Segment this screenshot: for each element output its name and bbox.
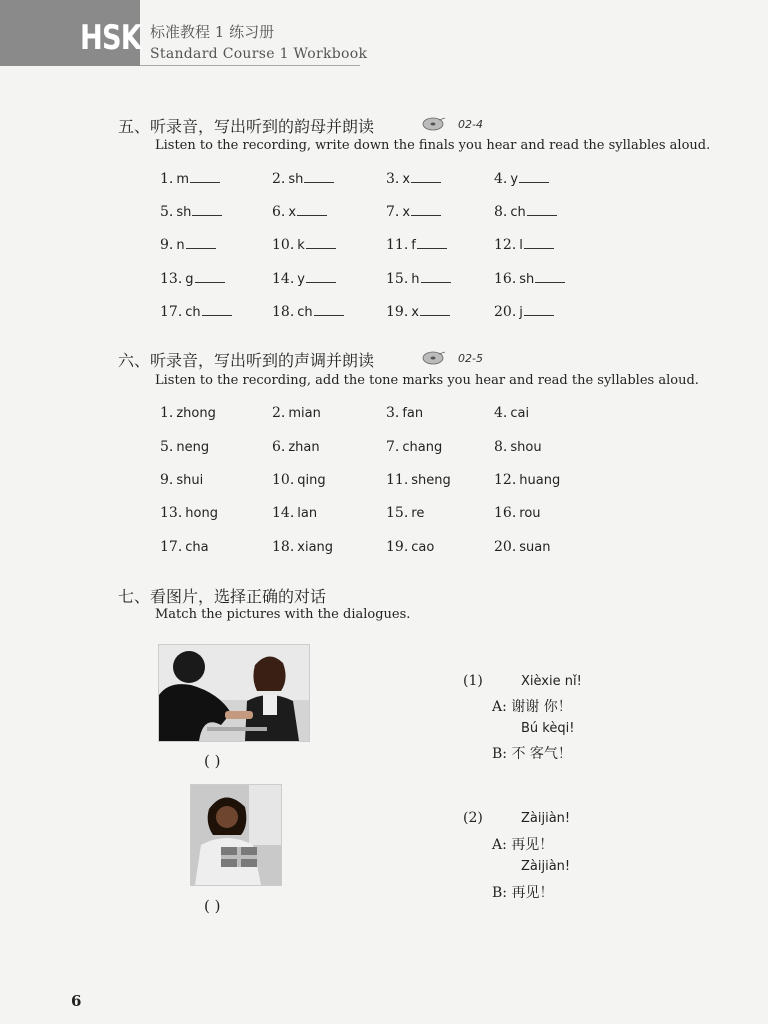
track-number: 02-4 xyxy=(458,118,483,131)
tone-exercise-item xyxy=(386,472,451,488)
tone-exercise-item xyxy=(494,472,560,488)
audio-cd-icon[interactable] xyxy=(422,117,446,131)
final-exercise-item[interactable] xyxy=(272,304,344,320)
initial-consonant: f xyxy=(411,238,416,253)
syllable: re xyxy=(411,506,425,521)
item-number: 5. xyxy=(160,439,174,455)
tone-exercise-item xyxy=(160,405,216,421)
tone-exercise-item xyxy=(160,505,218,521)
final-exercise-item[interactable] xyxy=(160,237,216,253)
initial-consonant: ch xyxy=(297,305,313,320)
section5-instruction: Listen to the recording, write down the finals you hear and read the syllables aloud. xyxy=(155,138,711,153)
tone-exercise-item xyxy=(272,439,320,455)
initial-consonant: sh xyxy=(519,272,535,287)
syllable: xiang xyxy=(297,540,334,555)
header-rule xyxy=(140,65,360,66)
dialogue-2-line-b: B: 再见！ xyxy=(492,885,554,901)
item-number: 10. xyxy=(272,472,295,488)
item-number: 3. xyxy=(386,405,400,421)
final-exercise-item[interactable] xyxy=(272,204,327,220)
item-number: 1. xyxy=(160,405,174,421)
final-exercise-item[interactable] xyxy=(494,204,557,220)
syllable: suan xyxy=(519,540,551,555)
item-number: 5. xyxy=(160,204,174,220)
answer-blank[interactable] xyxy=(519,181,549,183)
item-number: 18. xyxy=(272,304,295,320)
tone-exercise-item xyxy=(272,539,333,555)
dialogue-1-line-a: A: 谢谢 你！ xyxy=(492,699,572,715)
final-exercise-item[interactable] xyxy=(494,304,554,320)
syllable: zhan xyxy=(288,440,320,455)
initial-consonant: ch xyxy=(510,205,526,220)
item-number: 7. xyxy=(386,439,400,455)
answer-blank[interactable] xyxy=(195,281,225,283)
answer-blank[interactable] xyxy=(306,247,336,249)
answer-blank[interactable] xyxy=(297,214,327,216)
syllable: mian xyxy=(288,406,321,421)
hsk-logo: HSK xyxy=(80,18,142,58)
syllable: shui xyxy=(176,473,204,488)
item-number: 10. xyxy=(272,237,295,253)
final-exercise-item[interactable] xyxy=(160,271,225,287)
syllable: cai xyxy=(510,406,530,421)
item-number: 3. xyxy=(386,171,400,187)
item-number: 2. xyxy=(272,405,286,421)
item-number: 14. xyxy=(272,271,295,287)
item-number: 11. xyxy=(386,237,409,253)
dialogue-1-pinyin-a: Xièxie nǐ! xyxy=(521,674,582,689)
syllable: qing xyxy=(297,473,326,488)
answer-blank[interactable] xyxy=(420,314,450,316)
final-exercise-item[interactable] xyxy=(494,171,549,187)
initial-consonant: l xyxy=(519,238,523,253)
book-title-cn: 标准教程 1 练习册 xyxy=(150,23,275,41)
initial-consonant: n xyxy=(176,238,185,253)
initial-consonant: sh xyxy=(288,172,304,187)
answer-blank[interactable] xyxy=(524,314,554,316)
final-exercise-item[interactable] xyxy=(160,304,232,320)
syllable: shou xyxy=(510,440,542,455)
audio-cd-icon[interactable] xyxy=(422,351,446,365)
item-number: 1. xyxy=(160,171,174,187)
syllable: zhong xyxy=(176,406,216,421)
dialogue-1-pinyin-b: Bú kèqi! xyxy=(521,721,575,736)
final-exercise-item[interactable] xyxy=(494,237,554,253)
initial-consonant: x xyxy=(402,172,411,187)
item-number: 15. xyxy=(386,271,409,287)
syllable: hong xyxy=(185,506,218,521)
section5-title: 五、听录音，写出听到的韵母并朗读 xyxy=(118,117,375,136)
answer-box-2[interactable]: ( ) xyxy=(204,897,221,915)
item-number: 9. xyxy=(160,472,174,488)
answer-blank[interactable] xyxy=(314,314,344,316)
syllable: cha xyxy=(185,540,209,555)
item-number: 6. xyxy=(272,439,286,455)
item-number: 12. xyxy=(494,237,517,253)
item-number: 13. xyxy=(160,505,183,521)
tone-exercise-item xyxy=(160,539,209,555)
syllable: neng xyxy=(176,440,210,455)
tone-exercise-item xyxy=(272,405,321,421)
answer-blank[interactable] xyxy=(417,247,447,249)
final-exercise-item[interactable] xyxy=(494,271,565,287)
syllable: huang xyxy=(519,473,561,488)
tone-exercise-item xyxy=(494,539,550,555)
section7-title: 七、看图片，选择正确的对话 xyxy=(118,587,327,606)
initial-consonant: ch xyxy=(185,305,201,320)
item-number: 14. xyxy=(272,505,295,521)
dialogue-2-line-a: A: 再见！ xyxy=(492,837,554,853)
item-number: 19. xyxy=(386,539,409,555)
item-number: 19. xyxy=(386,304,409,320)
answer-blank[interactable] xyxy=(202,314,232,316)
syllable: rou xyxy=(519,506,541,521)
item-number: 17. xyxy=(160,304,183,320)
answer-blank[interactable] xyxy=(524,247,554,249)
tone-exercise-item xyxy=(494,505,541,521)
item-number: 12. xyxy=(494,472,517,488)
initial-consonant: h xyxy=(411,272,420,287)
answer-blank[interactable] xyxy=(306,281,336,283)
answer-blank[interactable] xyxy=(186,247,216,249)
tone-exercise-item xyxy=(386,439,442,455)
tone-exercise-item xyxy=(494,439,542,455)
photo-gift xyxy=(190,784,282,886)
final-exercise-item[interactable] xyxy=(272,171,334,187)
tone-exercise-item xyxy=(272,505,317,521)
initial-consonant: k xyxy=(297,238,305,253)
section6-title: 六、听录音，写出听到的声调并朗读 xyxy=(118,351,375,370)
final-exercise-item[interactable] xyxy=(386,304,450,320)
dialogue-2-pinyin-b: Zàijiàn! xyxy=(521,859,571,874)
item-number: 13. xyxy=(160,271,183,287)
initial-consonant: y xyxy=(510,172,519,187)
final-exercise-item[interactable] xyxy=(386,237,447,253)
answer-blank[interactable] xyxy=(411,214,441,216)
final-exercise-item[interactable] xyxy=(386,171,441,187)
initial-consonant: x xyxy=(288,205,297,220)
photo-handshake xyxy=(158,644,310,742)
item-number: 17. xyxy=(160,539,183,555)
dialogue-1-line-b: B: 不 客气！ xyxy=(492,746,572,762)
item-number: 11. xyxy=(386,472,409,488)
track-number: 02-5 xyxy=(458,352,483,365)
item-number: 20. xyxy=(494,304,517,320)
item-number: 2. xyxy=(272,171,286,187)
final-exercise-item[interactable] xyxy=(160,204,222,220)
item-number: 16. xyxy=(494,271,517,287)
tone-exercise-item xyxy=(386,505,424,521)
final-exercise-item[interactable] xyxy=(386,271,451,287)
syllable: cao xyxy=(411,540,435,555)
answer-blank[interactable] xyxy=(411,181,441,183)
page-number: 6 xyxy=(71,992,82,1010)
item-number: 4. xyxy=(494,171,508,187)
initial-consonant: g xyxy=(185,272,194,287)
initial-consonant: sh xyxy=(176,205,192,220)
final-exercise-item[interactable] xyxy=(160,171,220,187)
answer-blank[interactable] xyxy=(192,214,222,216)
initial-consonant: m xyxy=(176,172,190,187)
item-number: 8. xyxy=(494,204,508,220)
tone-exercise-item xyxy=(494,405,529,421)
item-number: 16. xyxy=(494,505,517,521)
syllable: chang xyxy=(402,440,443,455)
book-title-en: Standard Course 1 Workbook xyxy=(150,46,368,62)
item-number: 18. xyxy=(272,539,295,555)
section7-instruction: Match the pictures with the dialogues. xyxy=(155,607,411,622)
section6-instruction: Listen to the recording, add the tone marks you hear and read the syllables aloud. xyxy=(155,373,699,388)
answer-blank[interactable] xyxy=(535,281,565,283)
dialogue-2-number: (2) xyxy=(463,810,483,826)
final-exercise-item[interactable] xyxy=(386,204,441,220)
answer-blank[interactable] xyxy=(527,214,557,216)
dialogue-1-number: (1) xyxy=(463,673,483,689)
syllable: lan xyxy=(297,506,318,521)
item-number: 4. xyxy=(494,405,508,421)
answer-box-1[interactable]: ( ) xyxy=(204,752,221,770)
answer-blank[interactable] xyxy=(190,181,220,183)
item-number: 15. xyxy=(386,505,409,521)
item-number: 6. xyxy=(272,204,286,220)
item-number: 8. xyxy=(494,439,508,455)
final-exercise-item[interactable] xyxy=(272,271,336,287)
initial-consonant: x xyxy=(402,205,411,220)
tone-exercise-item xyxy=(272,472,326,488)
tone-exercise-item xyxy=(160,439,209,455)
answer-blank[interactable] xyxy=(421,281,451,283)
syllable: sheng xyxy=(411,473,451,488)
answer-blank[interactable] xyxy=(304,181,334,183)
item-number: 7. xyxy=(386,204,400,220)
tone-exercise-item xyxy=(386,539,434,555)
item-number: 9. xyxy=(160,237,174,253)
initial-consonant: j xyxy=(519,305,523,320)
final-exercise-item[interactable] xyxy=(272,237,336,253)
tone-exercise-item xyxy=(386,405,423,421)
initial-consonant: y xyxy=(297,272,305,287)
syllable: fan xyxy=(402,406,424,421)
dialogue-2-pinyin-a: Zàijiàn! xyxy=(521,811,571,826)
item-number: 20. xyxy=(494,539,517,555)
initial-consonant: x xyxy=(411,305,419,320)
tone-exercise-item xyxy=(160,472,203,488)
